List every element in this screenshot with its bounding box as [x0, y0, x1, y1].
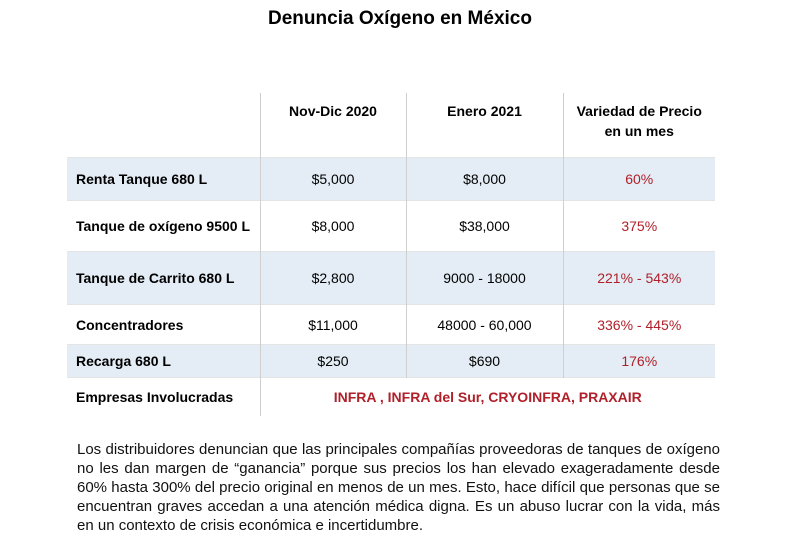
table-row — [67, 201, 715, 252]
cell-enero: $690 — [406, 345, 563, 378]
table-header-row — [67, 93, 715, 158]
cell-variedad: 336% - 445% — [563, 305, 715, 345]
cell-nov-dic: $11,000 — [260, 305, 406, 345]
row-label: Renta Tanque 680 L — [67, 158, 260, 201]
cell-variedad: 60% — [563, 158, 715, 201]
cell-variedad: 176% — [563, 345, 715, 378]
page-title: Denuncia Oxígeno en México — [268, 8, 532, 29]
row-label: Concentradores — [67, 305, 260, 345]
companies-label: Empresas Involucradas — [67, 378, 260, 417]
cell-enero: 48000 - 60,000 — [406, 305, 563, 345]
table-row — [67, 158, 715, 201]
cell-nov-dic: $250 — [260, 345, 406, 378]
table-row — [67, 345, 715, 378]
row-label: Recarga 680 L — [67, 345, 260, 378]
header-blank — [67, 93, 260, 158]
price-table — [67, 93, 715, 416]
cell-enero: $8,000 — [406, 158, 563, 201]
cell-nov-dic: $2,800 — [260, 252, 406, 305]
table-row — [67, 252, 715, 305]
header-enero: Enero 2021 — [406, 93, 563, 158]
header-variedad: Variedad de Precio en un mes — [563, 93, 715, 158]
cell-nov-dic: $8,000 — [260, 201, 406, 252]
cell-enero: $38,000 — [406, 201, 563, 252]
row-label: Tanque de Carrito 680 L — [67, 252, 260, 305]
row-label: Tanque de oxígeno 9500 L — [67, 201, 260, 252]
companies-row — [67, 378, 715, 417]
cell-variedad: 375% — [563, 201, 715, 252]
cell-variedad: 221% - 543% — [563, 252, 715, 305]
cell-enero: 9000 - 18000 — [406, 252, 563, 305]
table-row — [67, 305, 715, 345]
cell-nov-dic: $5,000 — [260, 158, 406, 201]
companies-list: INFRA , INFRA del Sur, CRYOINFRA, PRAXAIR — [260, 378, 715, 417]
description-paragraph: Los distribuidores denuncian que las principales compañías proveedoras de tanques de oxígeno no les dan margen de “ganancia” porque sus precios los han elevado exageradamente desde 60% hasta 300% del precio original en menos de un mes. Esto, hace difícil que personas que se encuentran graves accedan a una atención médica digna. Es un abuso lucrar con la vida, más en un contexto de crisis económica e incertidumbre. — [77, 441, 720, 534]
header-nov-dic: Nov-Dic 2020 — [260, 93, 406, 158]
